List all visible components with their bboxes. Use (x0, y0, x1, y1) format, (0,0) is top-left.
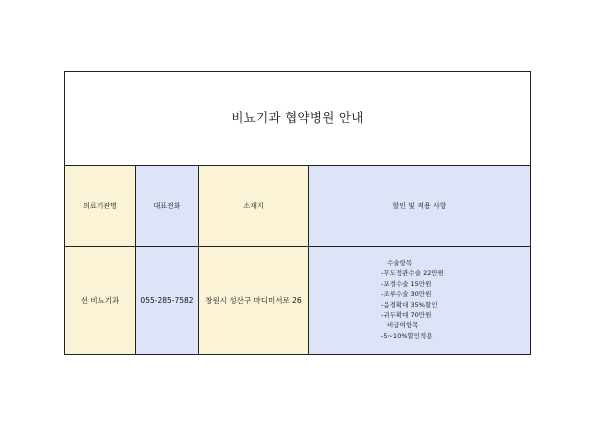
header-phone-label: 대표전화 (153, 202, 181, 210)
table-title: 비뇨기과 협약병원 안내 (231, 109, 364, 125)
phone-number: 055-285-7582 (140, 296, 194, 305)
cell-benefits (309, 247, 530, 354)
benefit-line: -포경수술 15만원 (381, 279, 432, 288)
header-address-label: 소재지 (243, 202, 264, 210)
cell-address (199, 247, 309, 354)
header-institution-name-label: 의료기관명 (83, 202, 117, 210)
header-institution-name (65, 166, 136, 247)
address-text: 창원시 성산구 마디미서로 26 (205, 296, 302, 305)
benefit-line: 비급여항목 (387, 321, 419, 330)
header-benefits (309, 166, 530, 247)
cell-institution-name (65, 247, 136, 354)
benefits-list (381, 258, 444, 341)
header-phone (136, 166, 199, 247)
benefit-line: -조루수술 30만원 (381, 290, 432, 299)
institution-name: 선 비뇨기과 (80, 296, 120, 305)
benefit-line: -귀두확대 70만원 (381, 311, 432, 320)
header-address (199, 166, 309, 247)
benefit-line: -5~10%할인적용 (381, 331, 433, 340)
header-benefits-label: 할인 및 적용 사항 (392, 202, 447, 210)
title-row (65, 72, 530, 166)
cell-phone (136, 247, 199, 354)
benefit-line: -음경확대 35%할인 (381, 300, 438, 309)
partner-hospital-table (64, 71, 531, 355)
benefit-line: 수술항목 (387, 259, 413, 267)
benefit-line: -무도정관수술 22만원 (381, 269, 444, 278)
